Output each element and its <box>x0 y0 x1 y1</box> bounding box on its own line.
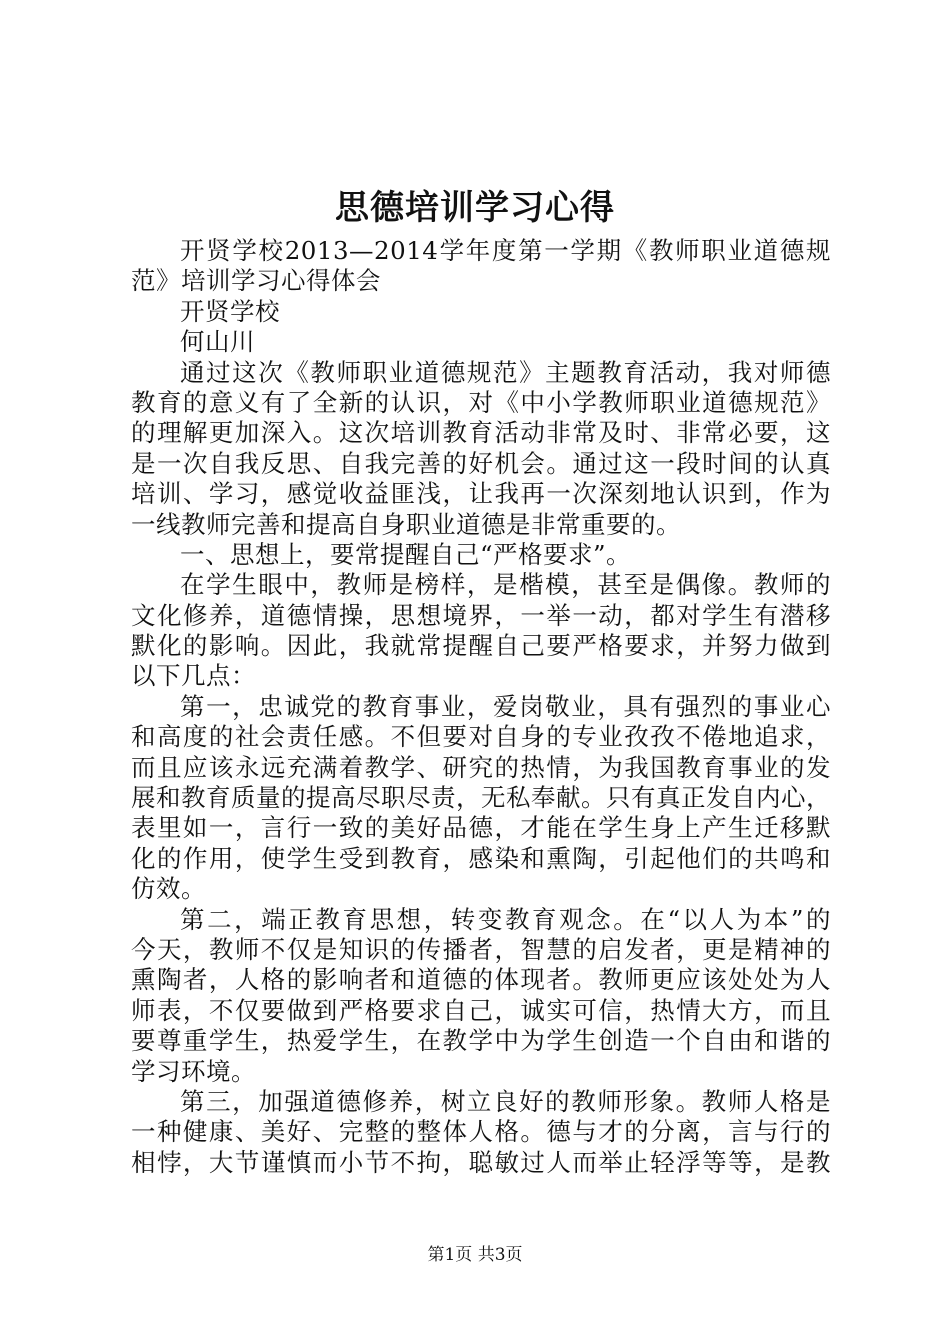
text-line: 教育的意义有了全新的认识，对《中小学教师职业道德规范》 <box>131 387 831 417</box>
text-line: 展和教育质量的提高尽职尽责，无私奉献。只有真正发自内心， <box>131 783 831 813</box>
text-line: 第三，加强道德修养，树立良好的教师形象。教师人格是 <box>180 1086 831 1116</box>
text-line: 文化修养，道德情操，思想境界，一举一动，都对学生有潜移 <box>131 600 831 630</box>
text-line: 一种健康、美好、完整的整体人格。德与才的分离，言与行的 <box>131 1117 831 1147</box>
text-line: 和高度的社会责任感。不但要对自身的专业孜孜不倦地追求， <box>131 722 831 752</box>
text-line: 要尊重学生，热爱学生，在教学中为学生创造一个自由和谐的 <box>131 1026 831 1056</box>
text-line: 通过这次《教师职业道德规范》主题教育活动，我对师德 <box>180 357 831 387</box>
text-line: 开贤学校2013—2014学年度第一学期《教师职业道德规 <box>180 236 831 265</box>
text-line: 相悖，大节谨慎而小节不拘，聪敏过人而举止轻浮等等，是教 <box>131 1147 831 1177</box>
text-line: 默化的影响。因此，我就常提醒自己要严格要求，并努力做到 <box>131 631 831 661</box>
text-line: 师表，不仅要做到严格要求自己，诚实可信，热情大方，而且 <box>131 995 831 1025</box>
text-line: 一、思想上，要常提醒自己“严格要求”。 <box>180 539 632 569</box>
text-line: 是一次自我反思、自我完善的好机会。通过这一段时间的认真 <box>131 448 831 478</box>
text-line: 今天，教师不仅是知识的传播者，智慧的启发者，更是精神的 <box>131 934 831 964</box>
text-line: 而且应该永远充满着教学、研究的热情，为我国教育事业的发 <box>131 752 831 782</box>
text-line: 表里如一，言行一致的美好品德，才能在学生身上产生迁移默 <box>131 813 831 843</box>
text-line: 熏陶者，人格的影响者和道德的体现者。教师更应该处处为人 <box>131 965 831 995</box>
text-line: 以下几点： <box>131 661 256 691</box>
text-line: 开贤学校 <box>180 296 280 326</box>
document-title: 思德培训学习心得 <box>335 188 615 228</box>
text-line: 范》培训学习心得体会 <box>131 266 381 296</box>
text-line: 仿效。 <box>131 874 206 904</box>
text-line: 一线教师完善和提高自身职业道德是非常重要的。 <box>131 509 681 539</box>
document-body <box>131 236 831 1178</box>
text-line: 学习环境。 <box>131 1056 256 1086</box>
text-line: 培训、学习，感觉收益匪浅，让我再一次深刻地认识到，作为 <box>131 479 831 509</box>
page-footer: 第1页 共3页 <box>427 1245 523 1265</box>
text-line: 第一，忠诚党的教育事业，爱岗敬业，具有强烈的事业心 <box>180 691 831 721</box>
text-line: 何山川 <box>180 327 255 357</box>
text-line: 的理解更加深入。这次培训教育活动非常及时、非常必要，这 <box>131 418 831 448</box>
text-line: 在学生眼中，教师是榜样，是楷模，甚至是偶像。教师的 <box>180 570 831 600</box>
text-line: 第二，端正教育思想，转变教育观念。在“以人为本”的 <box>180 904 831 934</box>
text-line: 化的作用，使学生受到教育，感染和熏陶，引起他们的共鸣和 <box>131 843 831 873</box>
